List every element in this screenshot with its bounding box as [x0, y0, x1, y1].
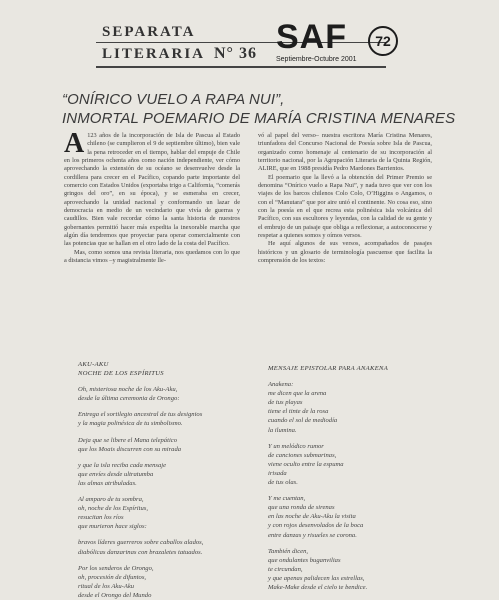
poem-line: las almas atribuladas. [78, 479, 137, 487]
poem-line: de tus playas [268, 399, 303, 407]
poem-line: irisada [268, 469, 287, 477]
poem-line: de tus olas. [268, 479, 298, 487]
poem-line: de canciones submarinas, [268, 451, 337, 459]
poem-line: Deja que se libere el Mana telepático [78, 436, 177, 444]
header-rule-bottom [96, 66, 386, 68]
issue-date: Septiembre-Octubre 2001 [276, 56, 357, 63]
poem-line: que los Moais discurren con su mirada [78, 445, 182, 453]
separata-label: SEPARATA [102, 24, 196, 40]
poem-stanzas [268, 380, 468, 592]
title-line-1: “ONÍRICO VUELO A RAPA NUI”, [62, 91, 285, 108]
paragraph: A 123 años de la incorporación de Isla de Pascua al Estado chileno (se cumplieron el 9 de septiembre último), bien vale la pena retroceder en el tiempo, hablar del empuje de Chile en los primeros ochenta años como nación independiente, ver cómo aprovechando la extensión de su océano se desenvuelve desde la cordillera para crecer en el Pacífico, copando parte importante del comercio con Estados Unidos (exportaba trigo a California, “comerás gringos del oro”, en su época), y se esmeraba en crecer, aprovechando la unidad nacional y conformando un lazar de democracia en medio de un vecindario que vivía de guerras y caudillos. Bien vale recordar cómo la santa historia de nuestros gobernantes permitió hacer más expedita la inexorable marcha que algún día tendremos que proyectar para operar comercialmente con las potencias que se hallan en el otro lado de la costa del Pacífico. [64, 128, 240, 248]
poem-stanzas [78, 385, 258, 600]
poem-line: en las noche de Aku-Aku la visita [268, 513, 356, 521]
poem-anakena [268, 364, 468, 592]
poem-stanza [78, 410, 258, 428]
poem-aku-aku [78, 360, 258, 600]
poem-line: me dicen que la arena [268, 390, 327, 398]
poem-line: la ilumina. [268, 426, 297, 434]
poem-line: Entrega el sortilegio ancestral de tus designios [78, 411, 203, 419]
poem-stanza [78, 436, 258, 454]
saf-logo: SAF [276, 18, 347, 56]
poem-line: y con rojos desenvolados de la boca [268, 522, 364, 530]
poem-line: desde la última ceremonia de Orongo: [78, 395, 180, 403]
poem-line: que ondulantes buganvilias [268, 556, 341, 564]
poem-line: Al amparo de tu sombra, [78, 496, 144, 504]
paragraph: El poemario que la llevó a la obtención del Primer Premio se denomina “Onírico vuelo a Rapa Nui”, y nada tuvo que ver con los viajes de los barcos chilenos Colo Colo, O’Higgins o Angamos, o con el “Manutara” que por aire unió el continente. No cosa eso, sino con la poesía en el que recrea esta polinésica isla volcánica del Pacífico, con sus escultores y leyendas, con la calidad de su gente y el embrujo de un paisaje que obliga a reflexionar, a autoconocerse y respetar a quienes somos y oímos versos. [258, 173, 432, 240]
poem-title: MENSAJE EPISTOLAR PARA ANAKENA [268, 365, 389, 372]
poem-line: Oh, misteriosa noche de los Aku-Aku, [78, 386, 178, 394]
poem-line: bravos líderes guerreros sobre caballos alados, [78, 539, 204, 547]
poem-line: Y un melódico rumor [268, 442, 324, 450]
poem-line: resucitan los ríos [78, 514, 124, 522]
poem-line: cuando el sol de mediodía [268, 417, 338, 425]
poem-line: ritual de los Aku-Aku [78, 582, 135, 590]
poem-line: que envíes desde ultratumba [78, 470, 154, 478]
poem-line: Por los senderos de Orongo, [78, 564, 154, 572]
poem-line: y que la isla reciba cada mensaje [78, 461, 167, 469]
poem-line: oh, procesión de difuntos, [78, 573, 147, 581]
poem-line: tiene el tinte de la rosa [268, 408, 329, 416]
drop-cap: A [64, 128, 85, 159]
poem-line: viene oculto entre la espuma [268, 460, 344, 468]
poem-title: AKU-AKU [78, 361, 109, 368]
literaria-label: LITERARIA [102, 46, 206, 62]
saf-logo-number: 72 [368, 26, 398, 56]
poem-line: Y me cuentan, [268, 495, 306, 503]
poem-stanza [268, 442, 468, 487]
poem-line: También dicen, [268, 547, 309, 555]
poem-line: Anakena: [268, 381, 294, 389]
poem-line: diabólicas danzarinas con brazaletes tatuados. [78, 548, 203, 556]
poem-stanza [78, 385, 258, 403]
poem-line: y que apenas palidecen las estrellas, [268, 574, 365, 582]
issue-number: N° 36 [214, 45, 257, 62]
poem-line: entre danzas y risueles se corona. [268, 531, 357, 539]
poem-line: Make-Make desde el cielo te bendice. [268, 583, 368, 591]
article-title [62, 90, 482, 128]
poem-subtitle: NOCHE DE LOS ESPÍRITUS [78, 370, 164, 378]
title-line-2: INMORTAL POEMARIO DE MARÍA CRISTINA MENARES [62, 110, 456, 127]
article-column-right [258, 132, 432, 266]
poem-line: y la magia polinésica de tu simbolismo. [78, 420, 183, 428]
poem-stanza [78, 564, 258, 600]
poem-stanza [78, 538, 258, 556]
poem-line: desde el Orongo del Mundo [78, 591, 152, 599]
poem-line: que una ronda de sirenas [268, 504, 335, 512]
header [96, 18, 391, 72]
poem-stanza [268, 494, 468, 539]
paragraph: Mas, como somos una revista literaria, nos quedamos con lo que a distancia vimos –y magistralmente lle- [64, 248, 240, 265]
poem-line: te circundan, [268, 565, 303, 573]
poem-line: que murieron hace siglos: [78, 523, 147, 531]
poem-stanza [78, 495, 258, 531]
paragraph: He aquí algunos de sus versos, acompañados de pasajes históricos y un glosario de terminología pascuense que facilita la comprensión de los textos: [258, 240, 432, 265]
paragraph: vó al papel del verso– nuestra escritora María Cristina Menares, triunfadora del Concurso Nacional de Poesía sobre Isla de Pascua, organizado como homenaje al centenario de su incorporación al territorio nacional, por la Agrupación Literaria de la Quinta Región, ALIRE, que en 1988 presidía Pedro Mardones Barrientos. [258, 132, 432, 173]
article-column-left [64, 128, 240, 266]
poem-stanza [268, 547, 468, 592]
poem-stanza [268, 380, 468, 435]
poem-line: oh, noche de los Espíritus, [78, 505, 148, 513]
poem-stanza [78, 461, 258, 488]
